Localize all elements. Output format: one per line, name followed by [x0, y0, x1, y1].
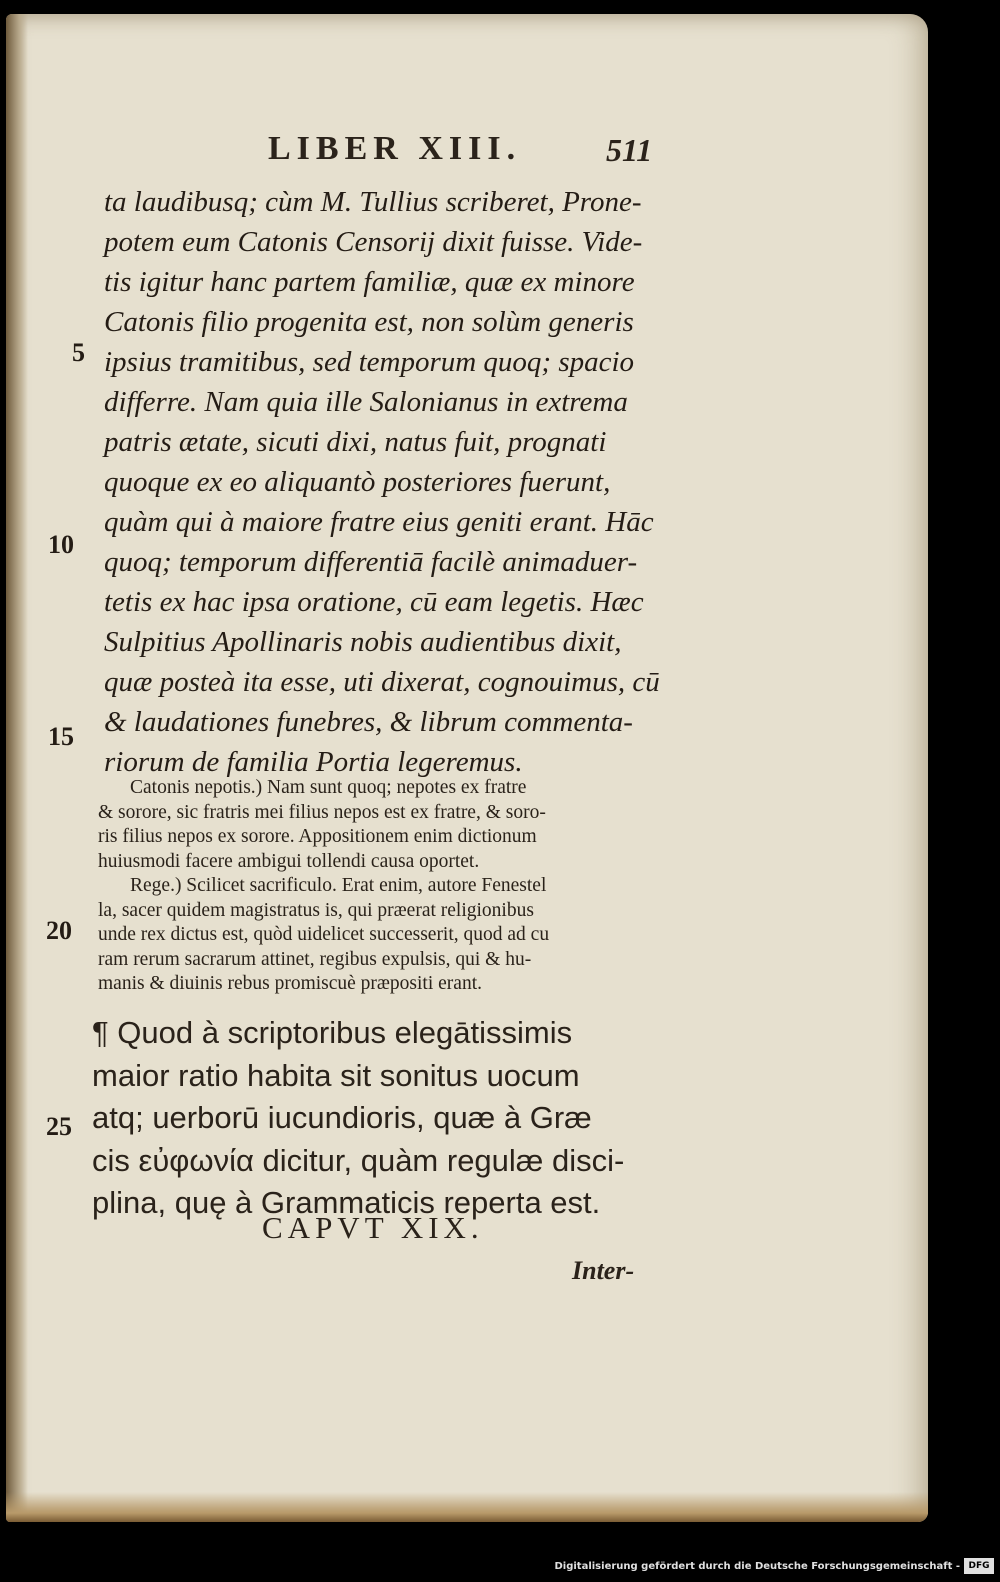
note-line: Catonis nepotis.) Nam sunt quoq; nepotes ex fratre	[130, 777, 527, 798]
page-number: 511	[606, 132, 653, 168]
page-bottom-edge	[6, 1492, 928, 1522]
line-number-5: 5	[72, 338, 85, 367]
dfg-logo: DFG	[964, 1558, 994, 1574]
note-line: ram rerum sacrarum attinet, regibus expulsis, qui & hu-	[98, 948, 532, 970]
text-line: tis igitur hanc partem familiæ, quæ ex minore	[104, 266, 635, 298]
chapter-title-line: cis εὐφωνία dicitur, quàm regulæ disci-	[92, 1142, 625, 1178]
chapter-title-line: maior ratio habita sit sonitus uocum	[92, 1057, 580, 1093]
text-line: Sulpitius Apollinaris nobis audientibus dixit,	[104, 626, 622, 658]
note-line: ris filius nepos ex sorore. Appositionem enim dictionum	[98, 826, 537, 847]
text-line: riorum de familia Portia legeremus.	[104, 746, 523, 778]
text-line: quoque ex eo aliquantò posteriores fuerunt,	[104, 466, 611, 498]
note-line: & sorore, sic fratris mei filius nepos est ex fratre, & soro-	[98, 801, 546, 823]
main-text-block	[104, 182, 674, 782]
note-line: huiusmodi facere ambigui tollendi causa oportet.	[98, 850, 480, 872]
text-line: ta laudibusq; cùm M. Tullius scriberet, Prone-	[104, 186, 642, 218]
chapter-title-line: plina, quę à Grammaticis reperta est.	[92, 1185, 601, 1220]
digitization-credit: Digitalisierung gefördert durch die Deutsche Forschungsgemeinschaft -	[554, 1561, 960, 1572]
chapter-title-line: ¶ Quod à scriptoribus elegātissimis	[92, 1015, 573, 1050]
note-line: manis & diuinis rebus promiscuè præpositi erant.	[98, 973, 482, 994]
line-number-10: 10	[48, 530, 74, 559]
text-line: tetis ex hac ipsa oratione, cū eam legetis. Hæc	[104, 586, 644, 618]
chapter-title-line: atq; uerborū iucundioris, quæ à Græ	[92, 1100, 592, 1135]
line-number-25: 25	[46, 1112, 72, 1141]
text-line: quoq; temporum differentiā facilè animaduer-	[104, 546, 638, 578]
line-number-15: 15	[48, 722, 74, 751]
catchword: Inter-	[572, 1256, 635, 1285]
text-line: potem eum Catonis Censorij dixit fuisse. Vide-	[104, 226, 643, 258]
note-line: Rege.) Scilicet sacrificulo. Erat enim, autore Fenestel	[130, 875, 547, 896]
note-line: la, sacer quidem magistratus is, qui præerat religionibus	[98, 899, 534, 921]
text-line: quàm qui à maiore fratre eius geniti erant. Hāc	[104, 506, 654, 538]
text-line: differre. Nam quia ille Salonianus in extrema	[104, 386, 628, 418]
page-gutter	[6, 14, 28, 1522]
text-line: quæ posteà ita esse, uti dixerat, cognouimus, cū	[104, 666, 660, 698]
commentary-notes	[98, 776, 674, 997]
text-line: Catonis filio progenita est, non solùm generis	[104, 306, 634, 338]
text-line: ipsius tramitibus, sed temporum quoq; spacio	[104, 346, 635, 378]
note-line: unde rex dictus est, quòd uidelicet successerit, quod ad cu	[98, 924, 550, 945]
text-line: & laudationes funebres, & librum commenta-	[104, 706, 633, 738]
chapter-title	[92, 1012, 682, 1225]
running-title: LIBER XIII.	[268, 130, 522, 167]
line-number-20: 20	[46, 916, 72, 945]
text-line: patris ætate, sicuti dixi, natus fuit, prognati	[104, 426, 607, 458]
chapter-heading: CAPVT XIX.	[262, 1210, 484, 1245]
